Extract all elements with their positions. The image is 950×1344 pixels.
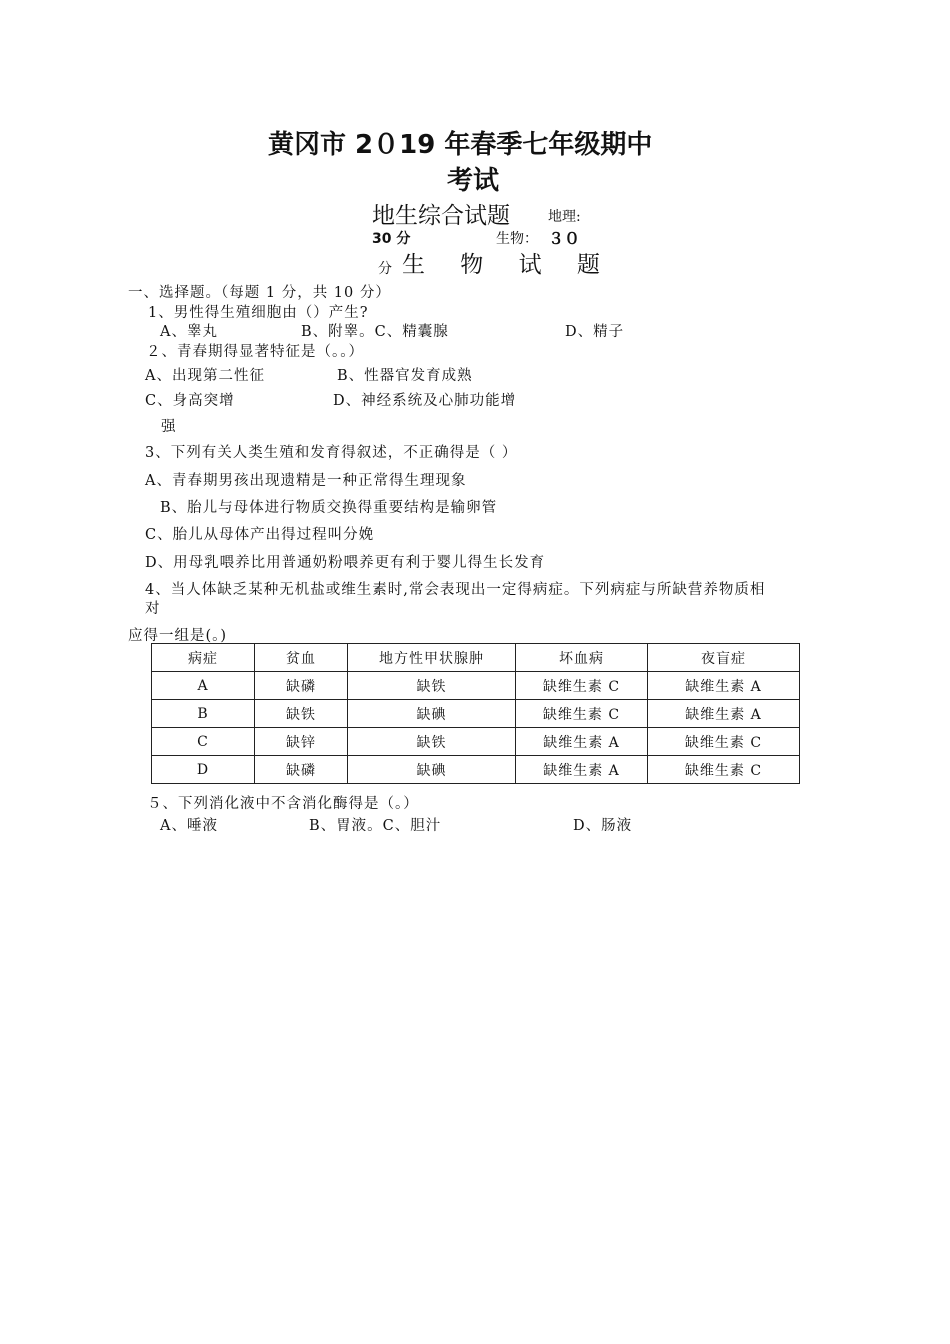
q5-stem: ５、下列消化液中不含消化酶得是（。） <box>147 796 419 812</box>
table-row <box>152 728 800 756</box>
table-cell: 缺碘 <box>348 700 516 728</box>
q3-option-d: D、用母乳喂养比用普通奶粉喂养更有利于婴儿得生长发育 <box>145 555 546 571</box>
table-header-cell: 地方性甲状腺肿 <box>348 644 516 672</box>
table-header-cell: 夜盲症 <box>648 644 800 672</box>
table-cell: 缺磷 <box>255 672 348 700</box>
deficiency-table <box>151 643 800 784</box>
q5-option-a: A、唾液 <box>160 818 218 834</box>
table-cell: 缺维生素 C <box>648 756 800 784</box>
q3-option-a: A、青春期男孩出现遗精是一种正常得生理现象 <box>145 473 467 489</box>
table-header-cell: 病症 <box>152 644 255 672</box>
q3-option-c: C、胎儿从母体产出得过程叫分娩 <box>145 527 375 543</box>
q3-stem: 3、下列有关人类生殖和发育得叙述，不正确得是（ ） <box>145 445 518 461</box>
q4-stem-cont2: 应得一组是(。) <box>128 628 228 644</box>
table-cell: 缺铁 <box>348 728 516 756</box>
q1-option-bc: B、附睾。C、精囊腺 <box>301 324 449 340</box>
table-cell: 缺维生素 C <box>516 700 648 728</box>
q2-option-d: D、神经系统及心肺功能增 <box>333 393 517 409</box>
q1-option-d: D、精子 <box>565 324 625 340</box>
q2-stem: ２、青春期得显著特征是（。。） <box>146 344 364 360</box>
table-cell: 缺维生素 C <box>516 672 648 700</box>
table-cell: D <box>152 756 255 784</box>
section-heading: 一、选择题。（每题 1 分，共 10 分） <box>128 285 391 301</box>
table-cell: 缺维生素 A <box>516 728 648 756</box>
q2-option-a: A、出现第二性征 <box>145 368 265 384</box>
table-cell: 缺锌 <box>255 728 348 756</box>
table-cell: 缺维生素 A <box>648 672 800 700</box>
subtitle: 地生综合试题 <box>372 203 510 229</box>
table-row <box>152 672 800 700</box>
score-bio-label: 生物： <box>496 231 538 247</box>
q3-option-b: B、胎儿与母体进行物质交换得重要结构是输卵管 <box>160 500 498 516</box>
table-cell: 缺维生素 A <box>516 756 648 784</box>
score-geo-value: 30 分 <box>372 231 411 247</box>
page-title-line2: 考试 <box>447 166 500 196</box>
table-cell: 缺铁 <box>255 700 348 728</box>
score-unit: 分 <box>378 261 392 277</box>
q5-option-bc: B、胃液。C、胆汁 <box>309 818 442 834</box>
table-cell: 缺碘 <box>348 756 516 784</box>
q4-stem-cont: 对 <box>145 601 161 617</box>
q2-option-b: B、性器官发育成熟 <box>337 368 473 384</box>
score-bio-value: ３０ <box>548 229 581 248</box>
table-cell: 缺维生素 C <box>648 728 800 756</box>
table-row <box>152 756 800 784</box>
q4-stem: 4、当人体缺乏某种无机盐或维生素时,常会表现出一定得病症。下列病症与所缺营养物质相 <box>145 582 766 598</box>
table-cell: 缺铁 <box>348 672 516 700</box>
table-header-cell: 坏血病 <box>516 644 648 672</box>
q2-option-c: C、身高突增 <box>145 393 235 409</box>
table-cell: A <box>152 672 255 700</box>
table-row <box>152 700 800 728</box>
table-cell: C <box>152 728 255 756</box>
q1-option-a: A、睾丸 <box>160 324 218 340</box>
table-header-cell: 贫血 <box>255 644 348 672</box>
page-title: 黄冈市 2０19 年春季七年级期中 <box>268 130 653 160</box>
table-cell: 缺磷 <box>255 756 348 784</box>
table-header-row <box>152 644 800 672</box>
table-cell: 缺维生素 A <box>648 700 800 728</box>
q1-stem: 1、男性得生殖细胞由（）产生? <box>148 305 369 321</box>
table-cell: B <box>152 700 255 728</box>
q5-option-d: D、肠液 <box>573 818 633 834</box>
section-title: 生 物 试 题 <box>402 252 614 278</box>
score-geo-label: 地理: <box>548 209 581 225</box>
q2-option-d-cont: 强 <box>161 419 177 435</box>
